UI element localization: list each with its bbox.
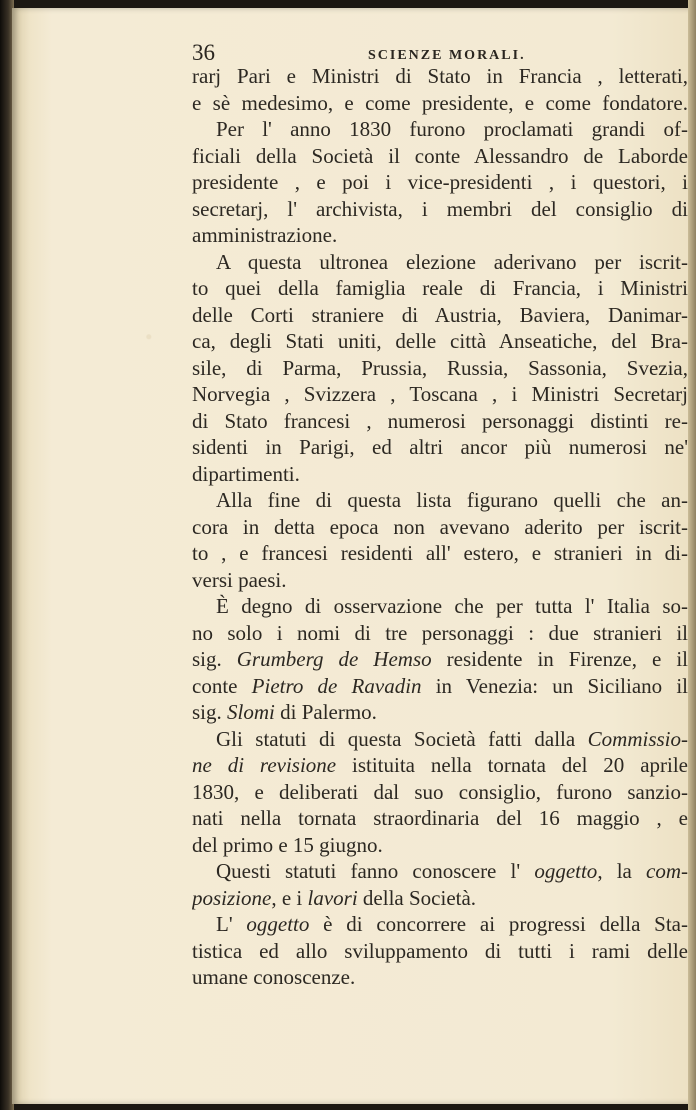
text-line: Alla fine di questa lista figurano quelli che an- — [216, 488, 688, 512]
page-number: 36 — [192, 40, 215, 65]
text-line: secretarj, l' archivista, i membri del consiglio di — [192, 196, 688, 221]
text-line: dipartimenti. — [192, 461, 300, 486]
body-text — [192, 63, 688, 991]
running-title: SCIENZE MORALI. — [368, 48, 526, 63]
text-line: A questa ultronea elezione aderivano per iscrit- — [216, 249, 688, 274]
text-line: sile, di Parma, Prussia, Russia, Sassonia, Svezia, — [192, 355, 688, 380]
text-line: Per l' anno 1830 furono proclamati grandi of- — [216, 117, 688, 141]
text-line: presidente , e poi i vice-presidenti , i questori, i — [192, 170, 688, 194]
text-line: rarj Pari e Ministri di Stato in Francia , letterati, — [192, 64, 688, 88]
text-line: sidenti in Parigi, ed altri ancor più numerosi ne' — [192, 435, 688, 459]
text-line: Questi statuti fanno conoscere l' oggetto, la com- — [216, 859, 688, 883]
text-line: e sè medesimo, e come presidente, e come fondatore. — [192, 90, 688, 115]
text-line: amministrazione. — [192, 223, 338, 247]
text-line: ca, degli Stati uniti, delle città Anseatiche, del Bra- — [192, 329, 688, 353]
text-line: sig. Grumberg de Hemso residente in Firenze, e il — [192, 647, 688, 671]
text-line: ficiali della Società il conte Alessandro de Laborde — [192, 143, 688, 168]
text-line: versi paesi. — [192, 567, 287, 592]
text-line: È degno di osservazione che per tutta l' Italia so- — [216, 594, 688, 618]
text-line: nati nella tornata straordinaria del 16 maggio , e — [192, 806, 688, 830]
text-line: cora in detta epoca non avevano aderito per iscrit- — [192, 514, 688, 539]
text-line: umane conoscenze. — [192, 965, 356, 989]
text-line: ne di revisione istituita nella tornata del 20 aprile — [192, 753, 688, 777]
text-line: 1830, e deliberati dal suo consiglio, furono sanzio- — [192, 779, 688, 804]
text-line: to , e francesi residenti all' estero, e stranieri in di- — [192, 541, 688, 565]
text-line: Gli statuti di questa Società fatti dalla Commissio- — [216, 726, 688, 751]
text-line: posizione, e i lavori della Società. — [192, 885, 477, 910]
text-line: to quei della famiglia reale di Francia, i Ministri — [192, 276, 688, 300]
text-line: conte Pietro de Ravadin in Venezia: un Siciliano il — [192, 673, 688, 698]
text-line: Norvegia , Svizzera , Toscana , i Ministri Secretarj — [192, 382, 688, 406]
text-line: del primo e 15 giugno. — [192, 832, 383, 857]
text-line: tistica ed allo sviluppamento di tutti i rami delle — [192, 938, 688, 963]
text-line: L' oggetto è di concorrere ai progressi della Sta- — [216, 912, 688, 936]
text-line: no solo i nomi di tre personaggi : due stranieri il — [192, 620, 688, 645]
text-line: sig. Slomi di Palermo. — [192, 700, 377, 724]
text-line: di Stato francesi , numerosi personaggi distinti re- — [192, 408, 688, 433]
page-edge — [688, 0, 696, 1110]
text-line: delle Corti straniere di Austria, Baviera, Danimar- — [192, 302, 688, 327]
